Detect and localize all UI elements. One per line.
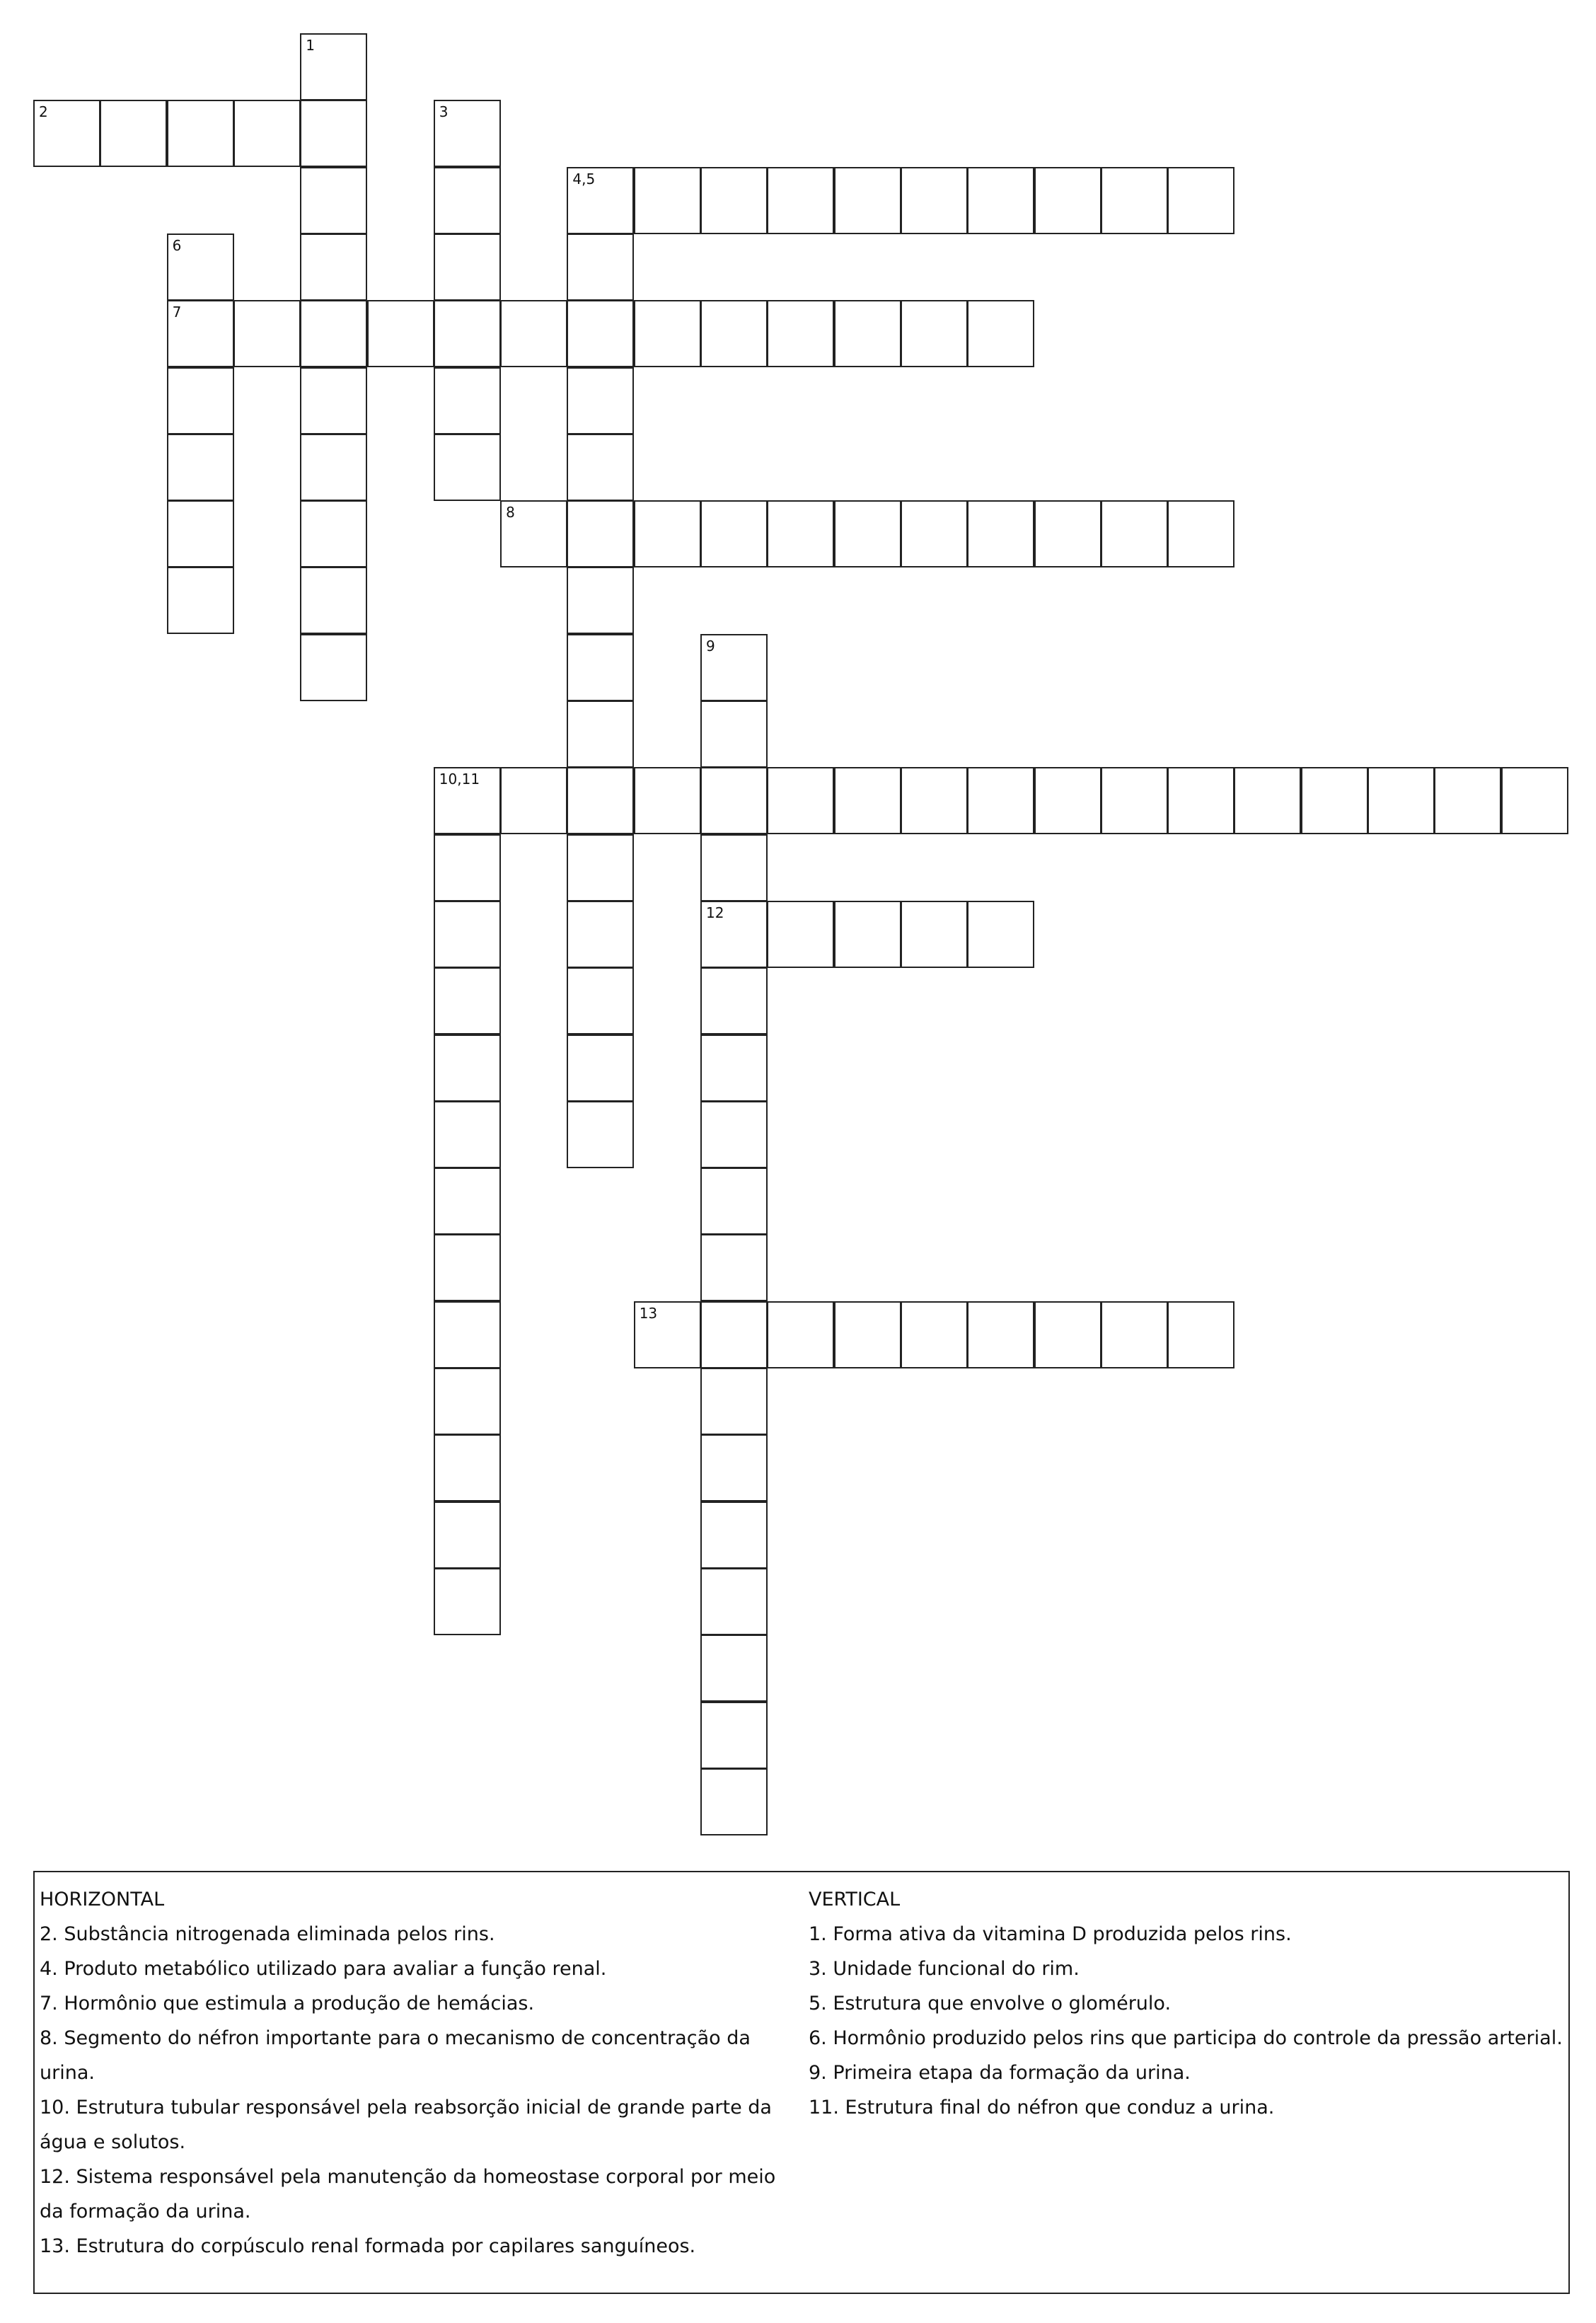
grid-cell[interactable] bbox=[634, 300, 701, 367]
grid-cell-1[interactable] bbox=[300, 33, 367, 100]
clue-number-label: 1 bbox=[306, 37, 315, 54]
grid-cell[interactable] bbox=[700, 300, 768, 367]
grid-cell[interactable] bbox=[1301, 767, 1368, 834]
clue-vertical-5: 5. Estrutura que envolve o glomérulo. bbox=[809, 1993, 1172, 2014]
grid-cell[interactable] bbox=[700, 1568, 768, 1635]
grid-cell[interactable] bbox=[233, 300, 301, 367]
grid-cell-13[interactable] bbox=[634, 1301, 701, 1368]
grid-cell[interactable] bbox=[1101, 767, 1168, 834]
grid-cell[interactable] bbox=[700, 1101, 768, 1168]
grid-cell[interactable] bbox=[700, 1301, 768, 1368]
grid-cell[interactable] bbox=[100, 100, 167, 167]
grid-cell[interactable] bbox=[567, 701, 634, 768]
grid-cell[interactable] bbox=[434, 434, 501, 501]
grid-cell[interactable] bbox=[1101, 1301, 1168, 1368]
clue-vertical-6: 6. Hormônio produzido pelos rins que participa do controle da pressão arterial. bbox=[809, 2027, 1563, 2049]
grid-cell[interactable] bbox=[300, 367, 367, 434]
clue-number-label: 13 bbox=[639, 1304, 658, 1322]
grid-cell[interactable] bbox=[700, 167, 768, 234]
grid-cell[interactable] bbox=[700, 967, 768, 1034]
grid-cell[interactable] bbox=[434, 1168, 501, 1235]
grid-cell-8[interactable] bbox=[500, 500, 567, 567]
grid-cell[interactable] bbox=[700, 767, 768, 834]
grid-cell[interactable] bbox=[901, 1301, 968, 1368]
grid-cell[interactable] bbox=[300, 434, 367, 501]
grid-cell[interactable] bbox=[567, 1101, 634, 1168]
grid-cell[interactable] bbox=[434, 1568, 501, 1635]
grid-cell[interactable] bbox=[567, 967, 634, 1034]
grid-cell-3[interactable] bbox=[434, 100, 501, 167]
grid-cell[interactable] bbox=[700, 1635, 768, 1702]
horizontal-clues-column bbox=[40, 1882, 804, 2264]
grid-cell[interactable] bbox=[1234, 767, 1301, 834]
grid-cell[interactable] bbox=[1167, 767, 1234, 834]
clue-horizontal-8: 8. Segmento do néfron importante para o mecanismo de concentração da urina. bbox=[40, 2027, 751, 2084]
grid-cell[interactable] bbox=[901, 901, 968, 968]
clue-number-label: 4,5 bbox=[572, 170, 596, 188]
grid-cell[interactable] bbox=[434, 1234, 501, 1301]
clue-horizontal-10: 10. Estrutura tubular responsável pela reabsorção inicial de grande parte da água e solutos. bbox=[40, 2097, 772, 2153]
clue-number-label: 10,11 bbox=[439, 771, 480, 788]
grid-cell[interactable] bbox=[767, 167, 834, 234]
vertical-heading: VERTICAL bbox=[809, 1889, 901, 1910]
clue-number-label: 12 bbox=[706, 904, 724, 921]
grid-cell[interactable] bbox=[634, 767, 701, 834]
grid-cell[interactable] bbox=[767, 1301, 834, 1368]
grid-cell[interactable] bbox=[901, 500, 968, 567]
horizontal-heading: HORIZONTAL bbox=[40, 1889, 165, 1910]
clue-number-label: 6 bbox=[172, 236, 182, 254]
grid-cell[interactable] bbox=[901, 167, 968, 234]
grid-cell[interactable] bbox=[567, 1034, 634, 1102]
grid-cell[interactable] bbox=[767, 300, 834, 367]
grid-cell[interactable] bbox=[434, 1101, 501, 1168]
grid-cell[interactable] bbox=[834, 500, 901, 567]
grid-cell[interactable] bbox=[700, 500, 768, 567]
grid-cell-12[interactable] bbox=[700, 901, 768, 968]
grid-cell[interactable] bbox=[1167, 500, 1234, 567]
grid-cell[interactable] bbox=[300, 634, 367, 701]
grid-cell[interactable] bbox=[700, 1501, 768, 1569]
clue-number-label: 3 bbox=[439, 103, 449, 121]
grid-cell-6[interactable] bbox=[167, 234, 234, 301]
grid-cell-2[interactable] bbox=[33, 100, 100, 167]
grid-cell[interactable] bbox=[1034, 767, 1101, 834]
grid-cell[interactable] bbox=[434, 1434, 501, 1501]
clue-number-label: 2 bbox=[39, 103, 48, 121]
grid-cell[interactable] bbox=[634, 167, 701, 234]
clue-number-label: 8 bbox=[506, 504, 515, 521]
grid-cell[interactable] bbox=[300, 500, 367, 567]
grid-cell[interactable] bbox=[1501, 767, 1568, 834]
grid-cell[interactable] bbox=[700, 1768, 768, 1835]
clue-horizontal-7: 7. Hormônio que estimula a produção de hemácias. bbox=[40, 1993, 535, 2014]
grid-cell[interactable] bbox=[434, 167, 501, 234]
grid-cell[interactable] bbox=[434, 1301, 501, 1368]
grid-cell[interactable] bbox=[1367, 767, 1435, 834]
clue-number-label: 7 bbox=[172, 304, 182, 321]
clue-vertical-11: 11. Estrutura final do néfron que conduz a urina. bbox=[809, 2097, 1275, 2119]
grid-cell[interactable] bbox=[167, 500, 234, 567]
grid-cell[interactable] bbox=[434, 901, 501, 968]
grid-cell[interactable] bbox=[434, 1368, 501, 1435]
grid-cell[interactable] bbox=[567, 367, 634, 434]
grid-cell[interactable] bbox=[901, 767, 968, 834]
grid-cell[interactable] bbox=[300, 234, 367, 301]
grid-cell[interactable] bbox=[434, 967, 501, 1034]
grid-cell[interactable] bbox=[434, 300, 501, 367]
grid-cell[interactable] bbox=[567, 434, 634, 501]
grid-cell[interactable] bbox=[700, 1034, 768, 1102]
clue-number-label: 9 bbox=[706, 637, 715, 655]
grid-cell-9[interactable] bbox=[700, 634, 768, 701]
grid-cell[interactable] bbox=[434, 1034, 501, 1102]
clue-vertical-9: 9. Primeira etapa da formação da urina. bbox=[809, 2062, 1191, 2084]
grid-cell[interactable] bbox=[967, 1301, 1034, 1368]
grid-cell[interactable] bbox=[700, 1234, 768, 1301]
grid-cell[interactable] bbox=[567, 834, 634, 901]
grid-cell[interactable] bbox=[500, 767, 567, 834]
grid-cell[interactable] bbox=[901, 300, 968, 367]
grid-cell[interactable] bbox=[567, 300, 634, 367]
clue-horizontal-2: 2. Substância nitrogenada eliminada pelos rins. bbox=[40, 1923, 495, 1945]
grid-cell[interactable] bbox=[1034, 500, 1101, 567]
clue-horizontal-4: 4. Produto metabólico utilizado para avaliar a função renal. bbox=[40, 1958, 607, 1980]
grid-cell[interactable] bbox=[700, 834, 768, 901]
grid-cell[interactable] bbox=[1434, 767, 1501, 834]
clue-horizontal-12: 12. Sistema responsável pela manutenção da homeostase corporal por meio da formação da urina. bbox=[40, 2166, 776, 2223]
grid-cell-7[interactable] bbox=[167, 300, 234, 367]
grid-cell[interactable] bbox=[967, 500, 1034, 567]
grid-cell[interactable] bbox=[700, 1702, 768, 1769]
grid-cell[interactable] bbox=[1101, 167, 1168, 234]
grid-cell[interactable] bbox=[567, 634, 634, 701]
grid-cell[interactable] bbox=[967, 167, 1034, 234]
grid-cell[interactable] bbox=[767, 901, 834, 968]
grid-cell[interactable] bbox=[434, 1501, 501, 1569]
grid-cell[interactable] bbox=[967, 300, 1034, 367]
grid-cell[interactable] bbox=[434, 834, 501, 901]
grid-cell[interactable] bbox=[300, 167, 367, 234]
clue-vertical-3: 3. Unidade funcional do rim. bbox=[809, 1958, 1080, 1980]
grid-cell[interactable] bbox=[967, 767, 1034, 834]
grid-cell[interactable] bbox=[834, 767, 901, 834]
grid-cell[interactable] bbox=[567, 901, 634, 968]
grid-cell[interactable] bbox=[700, 1168, 768, 1235]
grid-cell[interactable] bbox=[834, 1301, 901, 1368]
grid-cell[interactable] bbox=[767, 500, 834, 567]
grid-cell[interactable] bbox=[567, 234, 634, 301]
grid-cell[interactable] bbox=[300, 100, 367, 167]
grid-cell[interactable] bbox=[434, 367, 501, 434]
grid-cell[interactable] bbox=[167, 367, 234, 434]
clue-vertical-1: 1. Forma ativa da vitamina D produzida pelos rins. bbox=[809, 1923, 1292, 1945]
grid-cell[interactable] bbox=[700, 1434, 768, 1501]
grid-cell[interactable] bbox=[567, 500, 634, 567]
grid-cell[interactable] bbox=[567, 767, 634, 834]
grid-cell[interactable] bbox=[300, 300, 367, 367]
clue-horizontal-13: 13. Estrutura do corpúsculo renal formada por capilares sanguíneos. bbox=[40, 2235, 696, 2257]
grid-cell[interactable] bbox=[700, 701, 768, 768]
vertical-clues-column bbox=[809, 1882, 1569, 2125]
grid-cell[interactable] bbox=[1034, 167, 1101, 234]
grid-cell[interactable] bbox=[634, 500, 701, 567]
clues-box bbox=[33, 1871, 1570, 2294]
grid-cell[interactable] bbox=[233, 100, 301, 167]
grid-cell[interactable] bbox=[1167, 167, 1234, 234]
grid-cell[interactable] bbox=[834, 167, 901, 234]
grid-cell[interactable] bbox=[167, 567, 234, 634]
grid-cell[interactable] bbox=[1101, 500, 1168, 567]
grid-cell[interactable] bbox=[300, 567, 367, 634]
grid-cell[interactable] bbox=[500, 300, 567, 367]
grid-cell[interactable] bbox=[834, 901, 901, 968]
grid-cell[interactable] bbox=[1167, 1301, 1234, 1368]
grid-cell[interactable] bbox=[967, 901, 1034, 968]
grid-cell[interactable] bbox=[767, 767, 834, 834]
grid-cell[interactable] bbox=[367, 300, 434, 367]
grid-cell[interactable] bbox=[1034, 1301, 1101, 1368]
grid-cell[interactable] bbox=[167, 434, 234, 501]
grid-cell-10-11[interactable] bbox=[434, 767, 501, 834]
grid-cell[interactable] bbox=[434, 234, 501, 301]
grid-cell[interactable] bbox=[567, 567, 634, 634]
grid-cell[interactable] bbox=[167, 100, 234, 167]
grid-cell[interactable] bbox=[834, 300, 901, 367]
grid-cell-4-5[interactable] bbox=[567, 167, 634, 234]
grid-cell[interactable] bbox=[700, 1368, 768, 1435]
